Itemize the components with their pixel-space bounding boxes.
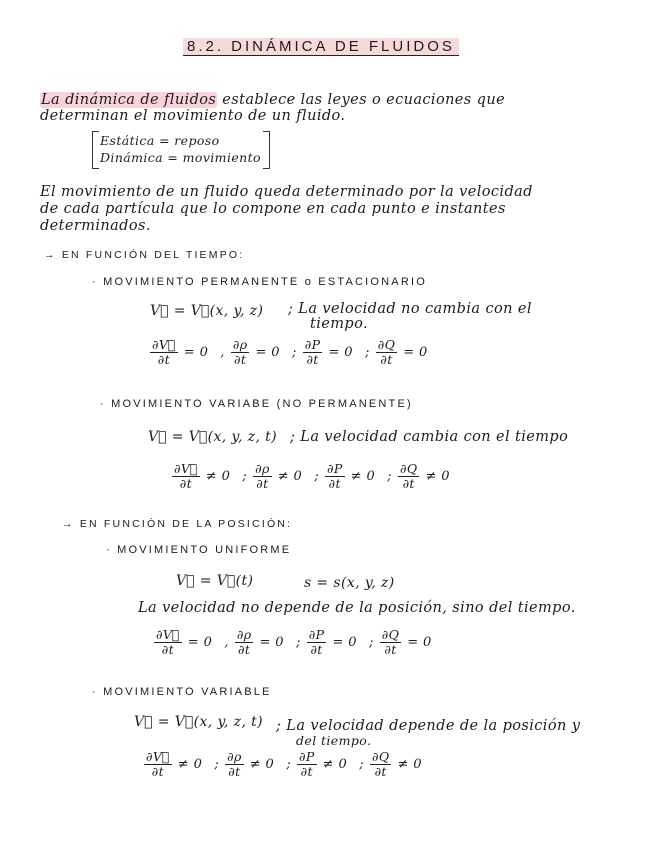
uniform-derivatives: $\frac{\partial V⃗}{\partial t}$ = 0 , $\frac{\partial\rho}{\partial t}$ = 0 ; $\frac{\partial P}{\partial t}$ = 0 ; $\frac{\partial Q}{\partial t}$ = 0 — [156, 627, 432, 657]
permanent-derivatives: $\frac{\partial V⃗}{\partial t}$ = 0 , $\frac{\partial\rho}{\partial t}$ = 0 ; $\frac{\partial P}{\partial t}$ = 0 ; $\frac{\partial Q}{\partial t}$ = 0 — [152, 337, 428, 367]
variable-position-equation: V⃗ = V⃗(x, y, z, t) — [134, 714, 264, 730]
uniform-motion-label: · MOVIMIENTO UNIFORME — [106, 544, 292, 556]
paragraph-line-1: El movimiento de un fluido queda determinado por la velocidad — [40, 184, 533, 200]
variable-position-note-2: del tiempo. — [296, 733, 372, 748]
dp-dt-fraction: $\frac{\partial P}{\partial t}$ — [304, 337, 321, 367]
highlighted-term: La dinámica de fluidos — [41, 92, 217, 108]
variable-derivatives: $\frac{\partial V⃗}{\partial t}$ ≠ 0 ; $\frac{\partial\rho}{\partial t}$ ≠ 0 ; $\frac{\partial P}{\partial t}$ ≠ 0 ; $\frac{\partial Q}{\partial t}$ ≠ 0 — [174, 461, 450, 491]
drho-dt-fraction: $\frac{\partial\rho}{\partial t}$ — [232, 337, 248, 367]
permanent-equation: V⃗ = V⃗(x, y, z) — [150, 303, 264, 319]
uniform-note: La velocidad no depende de la posición, sino del tiempo. — [138, 600, 576, 616]
uniform-equation-2: s = s(x, y, z) — [304, 575, 395, 591]
variable-position-note-1: ; La velocidad depende de la posición y — [276, 718, 581, 734]
variable-note: ; La velocidad cambia con el tiempo — [290, 429, 569, 445]
section-position-heading: → EN FUNCIÓN DE LA POSICIÓN: — [62, 518, 293, 530]
bracket-dynamics: Dinámica = movimiento — [100, 150, 261, 165]
variable-position-derivatives: $\frac{\partial V⃗}{\partial t}$ ≠ 0 ; $\frac{\partial\rho}{\partial t}$ ≠ 0 ; $\frac{\partial P}{\partial t}$ ≠ 0 ; $\frac{\partial Q}{\partial t}$ ≠ 0 — [146, 749, 422, 779]
intro-line-1-rest: establece las leyes o ecuaciones que — [222, 92, 506, 108]
bracket-statics: Estática = reposo — [100, 133, 220, 148]
paragraph-line-2: de cada partícula que lo compone en cada punto e instantes — [40, 201, 506, 217]
variable-equation: V⃗ = V⃗(x, y, z, t) — [148, 429, 278, 445]
permanent-motion-label: · MOVIMIENTO PERMANENTE o ESTACIONARIO — [92, 276, 427, 288]
variable-motion-label: · MOVIMIENTO VARIABE (NO PERMANENTE) — [100, 398, 413, 410]
variable-position-motion-label: · MOVIMIENTO VARIABLE — [92, 686, 272, 698]
section-time-heading: → EN FUNCIÓN DEL TIEMPO: — [44, 249, 245, 261]
dv-dt-fraction: $\frac{\partial V⃗}{\partial t}$ — [152, 337, 176, 367]
uniform-equation: V⃗ = V⃗(t) — [176, 573, 254, 589]
paragraph-line-3: determinados. — [40, 218, 151, 234]
permanent-note-2: tiempo. — [310, 316, 368, 332]
page-title: 8.2. DINÁMICA DE FLUIDOS — [183, 38, 459, 56]
right-bracket — [263, 131, 270, 169]
left-bracket — [92, 131, 99, 169]
intro-line-2: determinan el movimiento de un fluido. — [40, 108, 346, 124]
dq-dt-fraction: $\frac{\partial Q}{\partial t}$ — [377, 337, 396, 367]
intro-line-1 — [40, 92, 505, 108]
permanent-note-1: ; La velocidad no cambia con el — [288, 301, 532, 317]
